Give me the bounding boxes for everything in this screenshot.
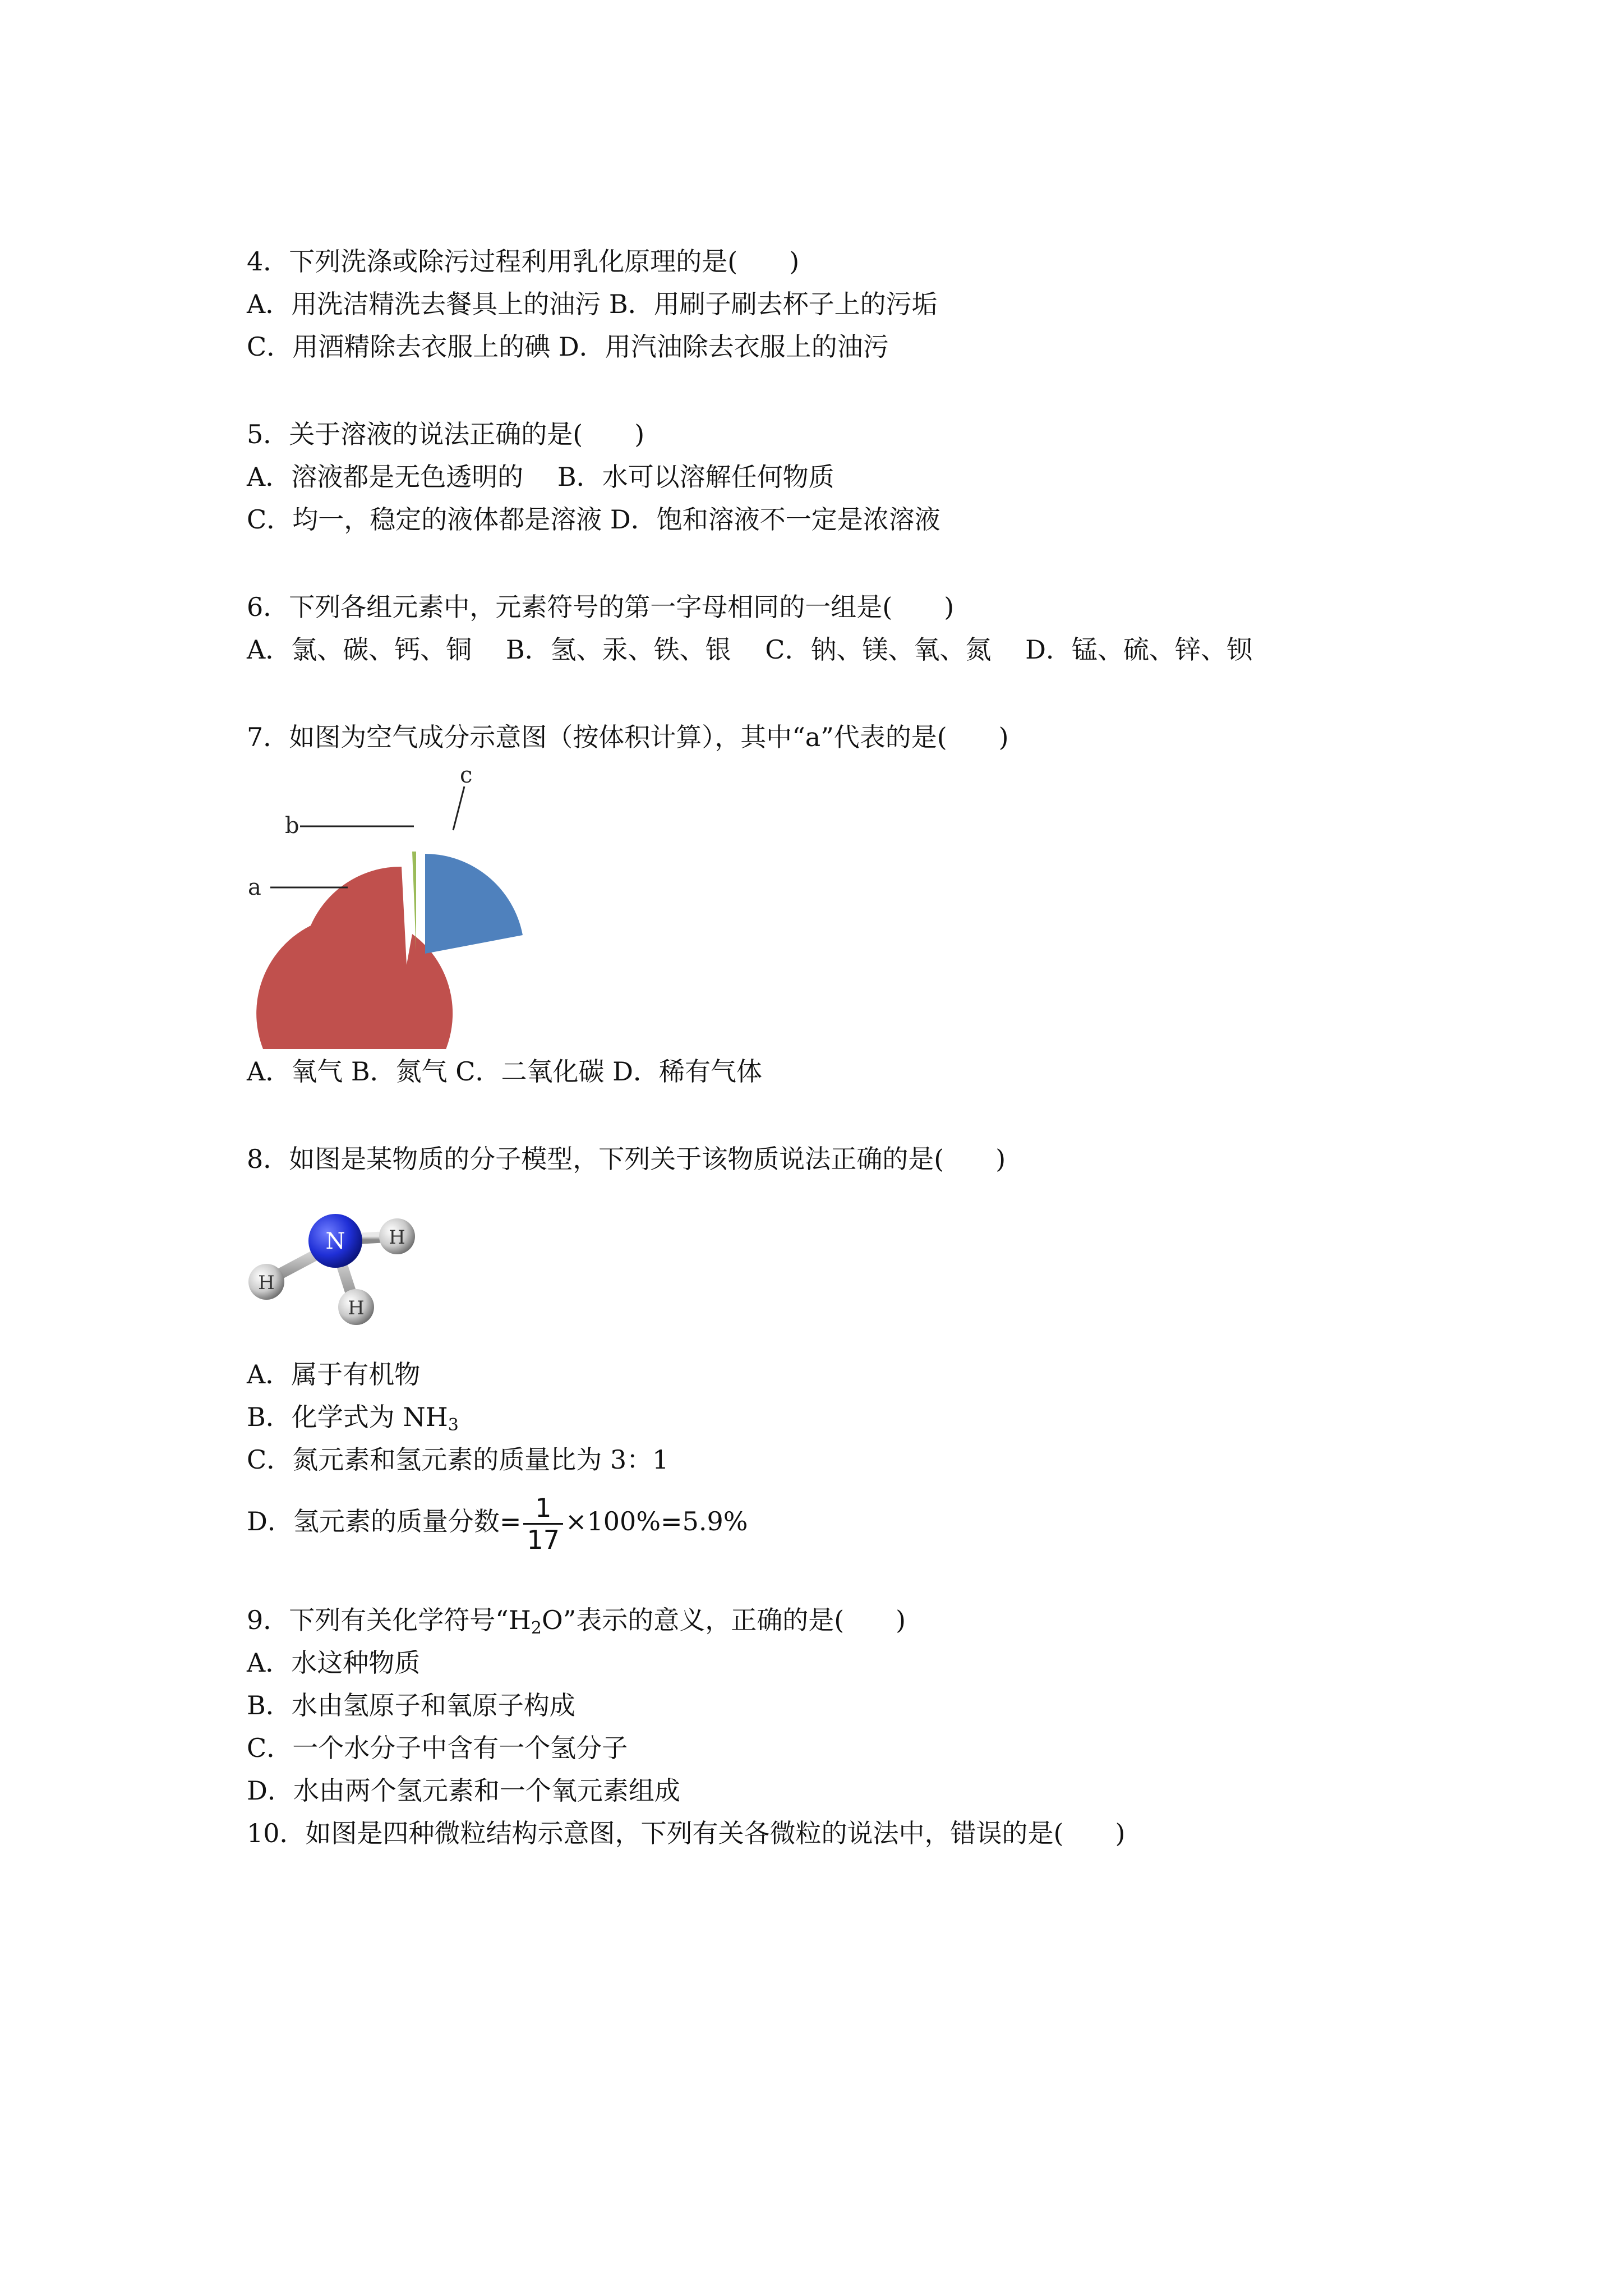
q9-stem-text: 9．下列有关化学符号“H: [247, 1605, 531, 1635]
q9-option-d: D．水由两个氢元素和一个氧元素组成: [247, 1775, 680, 1806]
q9-option-b: B．水由氢原子和氧原子构成: [247, 1690, 575, 1720]
atom-label-h-left: H: [258, 1272, 275, 1294]
fraction-numerator: 1: [523, 1493, 563, 1525]
q8-option-b-subscript: 3: [448, 1415, 459, 1435]
q9-stem-subscript: 2: [531, 1618, 542, 1638]
q4-options-line1: A．用洗洁精洗去餐具上的油污 B．用刷子刷去杯子上的污垢: [247, 289, 938, 319]
q8-stem: 8．如图是某物质的分子模型，下列关于该物质说法正确的是( ): [247, 1144, 1006, 1174]
q8-option-c: C．氮元素和氢元素的质量比为 3：1: [247, 1444, 669, 1475]
q8-option-d: [247, 1488, 748, 1555]
q9-option-c: C．一个水分子中含有一个氢分子: [247, 1733, 628, 1763]
atom-label-h-right: H: [389, 1226, 405, 1249]
label-c-leader: [453, 786, 464, 830]
q10-stem: 10．如图是四种微粒结构示意图，下列有关各微粒的说法中，错误的是( ): [247, 1818, 1126, 1848]
pie-svg: [236, 757, 538, 1049]
pie-slice-c: [425, 854, 523, 954]
q7-stem: 7．如图为空气成分示意图（按体积计算），其中“a”代表的是( ): [247, 722, 1009, 752]
q5-stem: 5．关于溶液的说法正确的是( ): [247, 419, 645, 449]
pie-label-c: c: [460, 762, 473, 788]
q6-options-line1: A．氯、碳、钙、铜 B．氢、汞、铁、银 C．钠、镁、氧、氮 D．锰、硫、锌、钡: [247, 634, 1252, 665]
pie-slice-a: [256, 867, 453, 1049]
q9-stem: [247, 1603, 906, 1637]
fraction-denominator: 17: [527, 1524, 560, 1555]
q8-option-b: [247, 1400, 459, 1434]
q8-option-d-result: ×100%=5.9%: [565, 1506, 748, 1536]
ammonia-molecule-model: [241, 1200, 426, 1335]
q4-stem: 4．下列洗涤或除污过程利用乳化原理的是( ): [247, 246, 800, 277]
q5-options-line1: A．溶液都是无色透明的 B．水可以溶解任何物质: [247, 462, 834, 492]
q8-option-b-text: B．化学式为 NH: [247, 1402, 448, 1432]
q5-options-line2: C．均一，稳定的液体都是溶液 D．饱和溶液不一定是浓溶液: [247, 504, 940, 535]
q4-options-line2: C．用酒精除去衣服上的碘 D．用汽油除去衣服上的油污: [247, 332, 889, 362]
q8-option-d-text: D．氢元素的质量分数=: [247, 1506, 522, 1536]
mass-fraction: [523, 1493, 563, 1555]
pie-label-a: a: [248, 875, 261, 900]
q7-options: A．氧气 B．氮气 C．二氧化碳 D．稀有气体: [247, 1056, 762, 1087]
q9-option-a: A．水这种物质: [247, 1648, 421, 1678]
q6-stem: 6．下列各组元素中，元素符号的第一字母相同的一组是( ): [247, 592, 955, 622]
atom-label-n: N: [325, 1228, 345, 1254]
pie-label-b: b: [285, 813, 299, 839]
q9-stem-text-end: O”表示的意义，正确的是( ): [542, 1605, 906, 1635]
molecule-svg: [241, 1200, 426, 1335]
atom-label-h-bottom: H: [348, 1297, 365, 1319]
air-composition-pie-figure: [236, 757, 538, 1049]
q8-option-a: A．属于有机物: [247, 1359, 421, 1389]
